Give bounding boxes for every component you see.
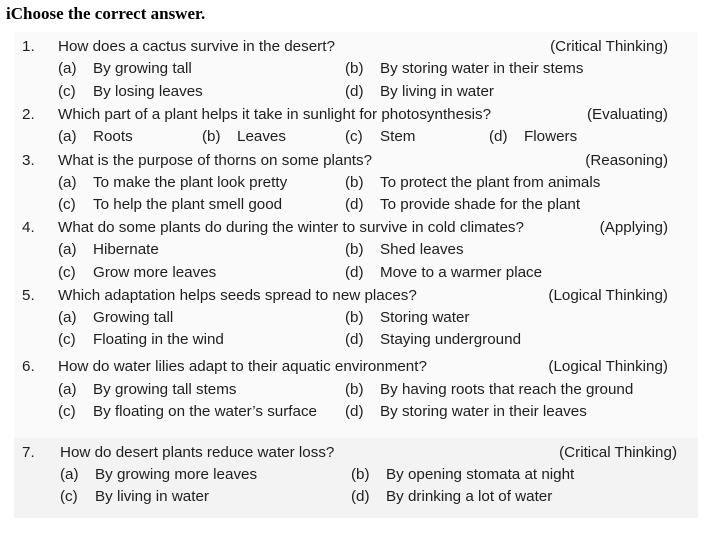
option-text: By storing water in their leaves	[380, 403, 587, 420]
option-text: By drinking a lot of water	[386, 488, 553, 505]
question-number: 3.	[22, 152, 35, 169]
option-label: (d)	[345, 331, 364, 348]
option-text: By opening stomata at night	[386, 466, 575, 483]
option-text: Growing tall	[93, 309, 174, 326]
option-a[interactable]	[58, 379, 237, 401]
option-text: Staying underground	[380, 331, 522, 348]
option-d[interactable]	[345, 329, 521, 351]
page-heading: iChoose the correct answer.	[6, 4, 206, 23]
option-text: Floating in the wind	[93, 331, 224, 348]
question-text: Which adaptation helps seeds spread to new places?	[58, 287, 417, 304]
question-skill-tag: (Reasoning)	[585, 152, 668, 169]
option-label: (c)	[60, 488, 78, 505]
question-skill-tag: (Logical Thinking)	[548, 358, 668, 375]
option-label: (d)	[345, 83, 364, 100]
option-text: By storing water in their stems	[380, 60, 584, 77]
question-skill-tag: (Logical Thinking)	[548, 287, 668, 304]
option-a[interactable]	[58, 172, 287, 194]
option-text: By floating on the water’s surface	[93, 403, 318, 420]
option-text: By growing tall stems	[93, 381, 237, 398]
option-text: By having roots that reach the ground	[380, 381, 634, 398]
option-b[interactable]	[345, 307, 469, 329]
question-text: How does a cactus survive in the desert?	[58, 38, 335, 55]
option-c[interactable]	[58, 81, 203, 103]
option-text: Flowers	[524, 128, 578, 145]
option-label: (a)	[60, 466, 79, 483]
option-label: (c)	[58, 83, 76, 100]
option-b[interactable]	[202, 126, 286, 148]
question-skill-tag: (Evaluating)	[586, 106, 668, 123]
option-text: To provide shade for the plant	[380, 196, 581, 213]
option-label: (b)	[345, 309, 364, 326]
question-number: 5.	[22, 287, 35, 304]
option-c[interactable]	[58, 401, 317, 423]
option-label: (d)	[345, 403, 364, 420]
option-label: (b)	[345, 174, 364, 191]
option-b[interactable]	[351, 464, 574, 486]
option-d[interactable]	[345, 262, 542, 284]
option-b[interactable]	[345, 379, 633, 401]
option-text: To make the plant look pretty	[93, 174, 288, 191]
option-label: (b)	[345, 241, 364, 258]
option-label: (d)	[351, 488, 370, 505]
option-d[interactable]	[345, 194, 580, 216]
question-text: What do some plants do during the winter to survive in cold climates?	[58, 219, 524, 236]
question-text: Which part of a plant helps it take in sunlight for photosynthesis?	[58, 106, 492, 123]
option-label: (a)	[58, 241, 77, 258]
option-label: (d)	[345, 264, 364, 281]
question-text: What is the purpose of thorns on some plants?	[58, 152, 373, 169]
option-label: (a)	[58, 60, 77, 77]
option-label: (d)	[345, 196, 364, 213]
option-b[interactable]	[345, 172, 600, 194]
option-text: Stem	[380, 128, 416, 145]
option-c[interactable]	[345, 126, 415, 148]
option-text: By growing more leaves	[95, 466, 258, 483]
option-label: (b)	[202, 128, 221, 145]
option-label: (c)	[58, 403, 76, 420]
option-text: To help the plant smell good	[93, 196, 283, 213]
option-c[interactable]	[58, 262, 216, 284]
option-d[interactable]	[351, 486, 552, 508]
option-d[interactable]	[489, 126, 577, 148]
option-label: (a)	[58, 381, 77, 398]
option-label: (a)	[58, 309, 77, 326]
option-label: (c)	[58, 331, 76, 348]
option-b[interactable]	[345, 239, 464, 261]
question-number: 4.	[22, 219, 35, 236]
option-d[interactable]	[345, 81, 494, 103]
option-text: By living in water	[95, 488, 209, 505]
question-skill-tag: (Critical Thinking)	[550, 38, 668, 55]
option-label: (c)	[345, 128, 363, 145]
option-label: (b)	[345, 381, 364, 398]
option-text: To protect the plant from animals	[380, 174, 601, 191]
option-text: Hibernate	[93, 241, 159, 258]
option-text: Shed leaves	[380, 241, 464, 258]
option-c[interactable]	[58, 194, 282, 216]
option-text: By losing leaves	[93, 83, 203, 100]
option-a[interactable]	[58, 126, 133, 148]
option-label: (c)	[58, 196, 76, 213]
option-text: Roots	[93, 128, 133, 145]
option-label: (d)	[489, 128, 508, 145]
question-skill-tag: (Critical Thinking)	[559, 444, 677, 461]
option-label: (c)	[58, 264, 76, 281]
question-skill-tag: (Applying)	[599, 219, 668, 236]
option-c[interactable]	[58, 329, 224, 351]
option-b[interactable]	[345, 58, 583, 80]
option-text: By growing tall	[93, 60, 192, 77]
option-text: By living in water	[380, 83, 494, 100]
option-c[interactable]	[60, 486, 209, 508]
option-d[interactable]	[345, 401, 587, 423]
option-text: Leaves	[237, 128, 286, 145]
question-number: 2.	[22, 106, 35, 123]
question-text: How do desert plants reduce water loss?	[60, 444, 335, 461]
option-a[interactable]	[58, 307, 173, 329]
question-number: 7.	[22, 444, 35, 461]
option-label: (b)	[345, 60, 364, 77]
question-text: How do water lilies adapt to their aquatic environment?	[58, 358, 427, 375]
option-label: (a)	[58, 128, 77, 145]
option-a[interactable]	[60, 464, 257, 486]
option-text: Move to a warmer place	[380, 264, 543, 281]
option-a[interactable]	[58, 58, 192, 80]
option-label: (b)	[351, 466, 370, 483]
question-number: 6.	[22, 358, 35, 375]
option-text: Grow more leaves	[93, 264, 217, 281]
option-a[interactable]	[58, 239, 159, 261]
question-number: 1.	[22, 38, 35, 55]
option-label: (a)	[58, 174, 77, 191]
option-text: Storing water	[380, 309, 470, 326]
